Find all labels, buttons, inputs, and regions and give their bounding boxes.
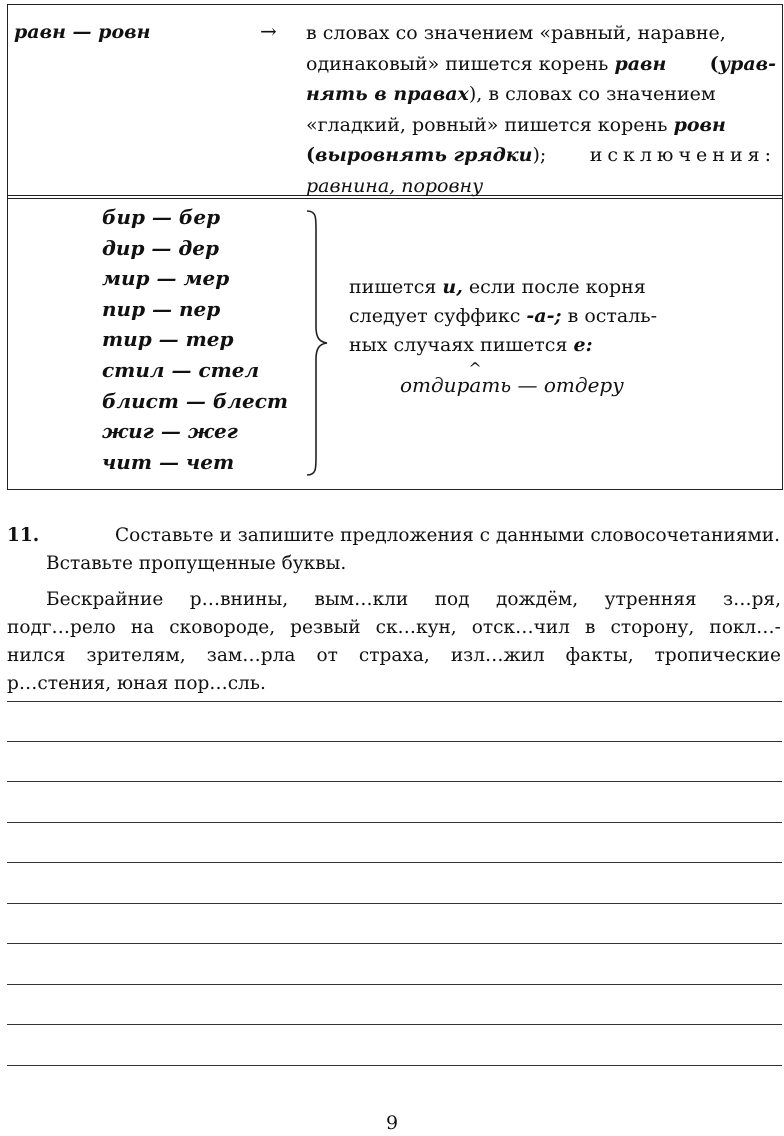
passage-word: утренняя (604, 589, 697, 610)
passage-word: подг…рело (7, 617, 116, 638)
rule-text: ), в словах со значением (468, 83, 716, 105)
root-pair: чит — чет (102, 449, 235, 474)
passage-word: зрителям, (86, 645, 186, 666)
root-pair: бир — бер (102, 205, 221, 229)
rule-text: если после корня (468, 276, 646, 298)
passage-word: факты, (565, 645, 634, 666)
example-uravnyat-cont: нять в правах (306, 83, 469, 105)
writing-line[interactable] (7, 1065, 782, 1066)
passage-word: сковороде, (169, 617, 276, 638)
passage-word: р…внины, (189, 589, 289, 610)
root-pair: пир — пер (102, 296, 221, 321)
curly-brace-icon (305, 209, 331, 477)
root-pair: тир — тер (102, 327, 234, 352)
suffix-mark (468, 359, 482, 397)
example-part: ть — отдеру (481, 373, 624, 397)
passage-word: на (130, 617, 155, 638)
passage-word: зам…рла (206, 645, 296, 666)
paren: ( (306, 144, 315, 166)
exceptions-label: исключения: (589, 144, 776, 166)
task-line-2: Вставьте пропущенные буквы. (46, 553, 347, 574)
example-part: отдир (400, 373, 470, 397)
writing-line[interactable] (7, 984, 782, 985)
rule-line-2 (349, 302, 657, 331)
root-pair: стил — стел (102, 357, 260, 382)
exercise-passage (7, 586, 781, 698)
suffix-hat-icon: ^ (468, 359, 482, 378)
rule-line-5 (306, 140, 776, 171)
rule-text: одинаковый» пишется корень (306, 52, 609, 75)
writing-line[interactable] (7, 822, 782, 823)
rule-table (7, 4, 783, 490)
page-number: 9 (385, 1112, 399, 1134)
exercise-number: 11. (7, 525, 40, 546)
writing-line[interactable] (7, 741, 782, 742)
passage-word: дождём, (496, 589, 579, 610)
passage-word: Бескрайние (46, 589, 164, 610)
passage-word: в (584, 617, 596, 638)
rule-line-3 (349, 331, 657, 360)
writing-line[interactable] (7, 862, 782, 863)
passage-word: под (434, 589, 470, 610)
example-uravnyat: урав- (718, 52, 776, 75)
passage-word: страха, (358, 645, 430, 666)
passage-word: з…ря, (723, 589, 781, 610)
rule-line-4 (306, 110, 776, 141)
rule-text: «гладкий, ровный» пишется корень (306, 113, 668, 136)
letter-i: и, (442, 276, 463, 298)
writing-line[interactable] (7, 701, 782, 702)
exceptions-words: равнина, поровну (306, 174, 484, 197)
letter-e: е: (573, 334, 593, 356)
passage-word: ск…кун, (375, 617, 457, 638)
rule-text: ных случаях пишется (349, 334, 568, 356)
passage-word: от (316, 645, 338, 666)
rule-text: пишется (349, 276, 437, 298)
rule-line-2 (306, 49, 776, 80)
writing-line[interactable] (7, 903, 782, 904)
writing-line[interactable] (7, 1024, 782, 1025)
exercise-task (7, 522, 780, 578)
passage-line (7, 642, 781, 670)
rule-line-1: в словах со значением «равный, наравне, (306, 22, 726, 44)
passage-word: сторону, (610, 617, 695, 638)
root-rovn: ровн (673, 113, 726, 136)
root-pair: блист — блест (102, 388, 289, 413)
task-line-1 (7, 522, 780, 550)
passage-line (7, 614, 781, 642)
roots-ravn-rovn: равн — ровн (14, 21, 151, 43)
suffix-a: -а-; (526, 305, 562, 327)
passage-word: отск…чил (471, 617, 570, 638)
passage-line: р…стения, юная пор…сль. (7, 673, 266, 694)
passage-word: тропические (654, 645, 781, 666)
rule-ravn-rovn-text (306, 18, 776, 201)
passage-word: изл…жил (450, 645, 545, 666)
root-ravn: равн (614, 52, 667, 75)
rule-text: в осталь- (567, 305, 658, 327)
suffix-letter: а (469, 373, 482, 397)
passage-word: покл…- (709, 617, 781, 638)
paren: ( (709, 52, 719, 75)
example-vyrovnyat: выровнять грядки (315, 144, 533, 166)
writing-line[interactable] (7, 943, 782, 944)
rule-line-3 (306, 79, 776, 110)
writing-line[interactable] (7, 781, 782, 782)
arrow-icon: → (260, 19, 277, 43)
passage-word: вым…кли (314, 589, 409, 610)
rule-line-1 (349, 273, 657, 302)
rule-text: следует суффикс (349, 305, 521, 327)
passage-line (7, 586, 781, 614)
passage-word: нился (7, 645, 66, 666)
task-text: Составьте и запишите предложения с данными словосочетаниями. (115, 525, 780, 546)
passage-word: резвый (290, 617, 361, 638)
root-pair: дир — дер (102, 235, 219, 260)
root-pairs-list (102, 202, 288, 477)
example-otdirat-otderu (400, 359, 624, 397)
root-pair: мир — мер (102, 266, 230, 291)
rule-text: ); (532, 144, 547, 166)
rule-bir-ber-text (349, 273, 657, 360)
root-pair: жиг — жег (102, 419, 238, 444)
